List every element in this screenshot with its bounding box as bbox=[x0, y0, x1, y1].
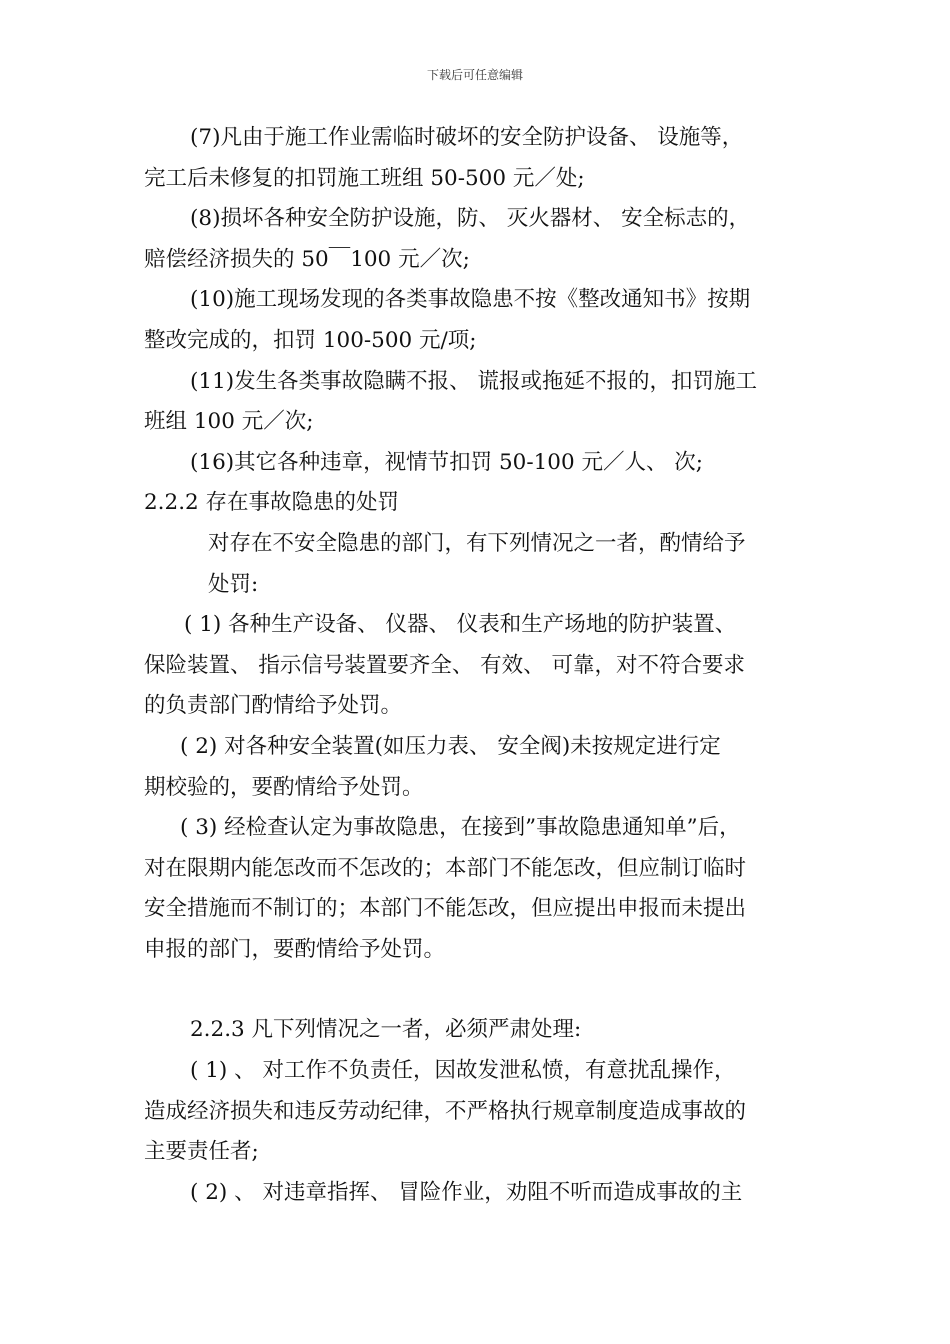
text-line: 保险装置、 指示信号装置要齐全、 有效、 可靠，对不符合要求 bbox=[144, 652, 746, 678]
text-line: 完工后未修复的扣罚施工班组 50-500 元／处; bbox=[144, 165, 585, 191]
text-line: ( 3) 经检查认定为事故隐患，在接到”事故隐患通知单”后， bbox=[180, 815, 741, 841]
page-header: 下载后可任意编辑 bbox=[426, 68, 523, 82]
text-line: 期校验的，要酌情给予处罚。 bbox=[144, 774, 424, 800]
text-line: 申报的部门，要酌情给予处罚。 bbox=[144, 936, 446, 962]
text-line: 处罚: bbox=[208, 571, 259, 597]
text-line: 主要责任者; bbox=[144, 1139, 259, 1165]
text-line: (10)施工现场发现的各类事故隐患不按《整改通知书》按期 bbox=[190, 287, 751, 313]
text-line: 造成经济损失和违反劳动纪律，不严格执行规章制度造成事故的 bbox=[144, 1098, 747, 1124]
text-line: 对存在不安全隐患的部门，有下列情况之一者，酌情给予 bbox=[208, 530, 746, 556]
text-line: ( 1) 各种生产设备、 仪器、 仪表和生产场地的防护装置、 bbox=[184, 612, 737, 638]
text-line: 安全措施而不制订的；本部门不能怎改，但应提出申报而未提出 bbox=[144, 896, 747, 922]
text-line: (16)其它各种违章，视情节扣罚 50-100 元／人、 次; bbox=[190, 449, 704, 475]
text-line: (11)发生各类事故隐瞒不报、 谎报或拖延不报的，扣罚施工 bbox=[190, 368, 757, 394]
text-line: 的负责部门酌情给予处罚。 bbox=[144, 693, 403, 719]
text-line: (8)损坏各种安全防护设施，防、 灭火器材、 安全标志的， bbox=[190, 206, 751, 232]
text-line: ( 1) 、 对工作不负责任，因故发泄私愤，有意扰乱操作， bbox=[190, 1058, 736, 1084]
text-line: 对在限期内能怎改而不怎改的；本部门不能怎改，但应制订临时 bbox=[144, 855, 747, 881]
text-line: 班组 100 元／次; bbox=[144, 409, 314, 435]
section-heading: 2.2.3 凡下列情况之一者，必须严肃处理: bbox=[190, 1017, 582, 1043]
text-line: (7)凡由于施工作业需临时破坏的安全防护设备、 设施等， bbox=[190, 125, 744, 150]
paragraph-gap bbox=[144, 970, 814, 1010]
section-heading: 2.2.2 存在事故隐患的处罚 bbox=[144, 490, 400, 516]
text-line: 赔偿经济损失的 50￣100 元／次; bbox=[144, 246, 470, 272]
text-line: ( 2) 、 对违章指挥、 冒险作业，劝阻不听而造成事故的主 bbox=[190, 1179, 743, 1205]
text-line: ( 2) 对各种安全装置(如压力表、 安全阀)未按规定进行定 bbox=[180, 733, 721, 759]
text-line: 整改完成的，扣罚 100-500 元/项; bbox=[144, 327, 477, 353]
document-body bbox=[144, 118, 814, 1213]
